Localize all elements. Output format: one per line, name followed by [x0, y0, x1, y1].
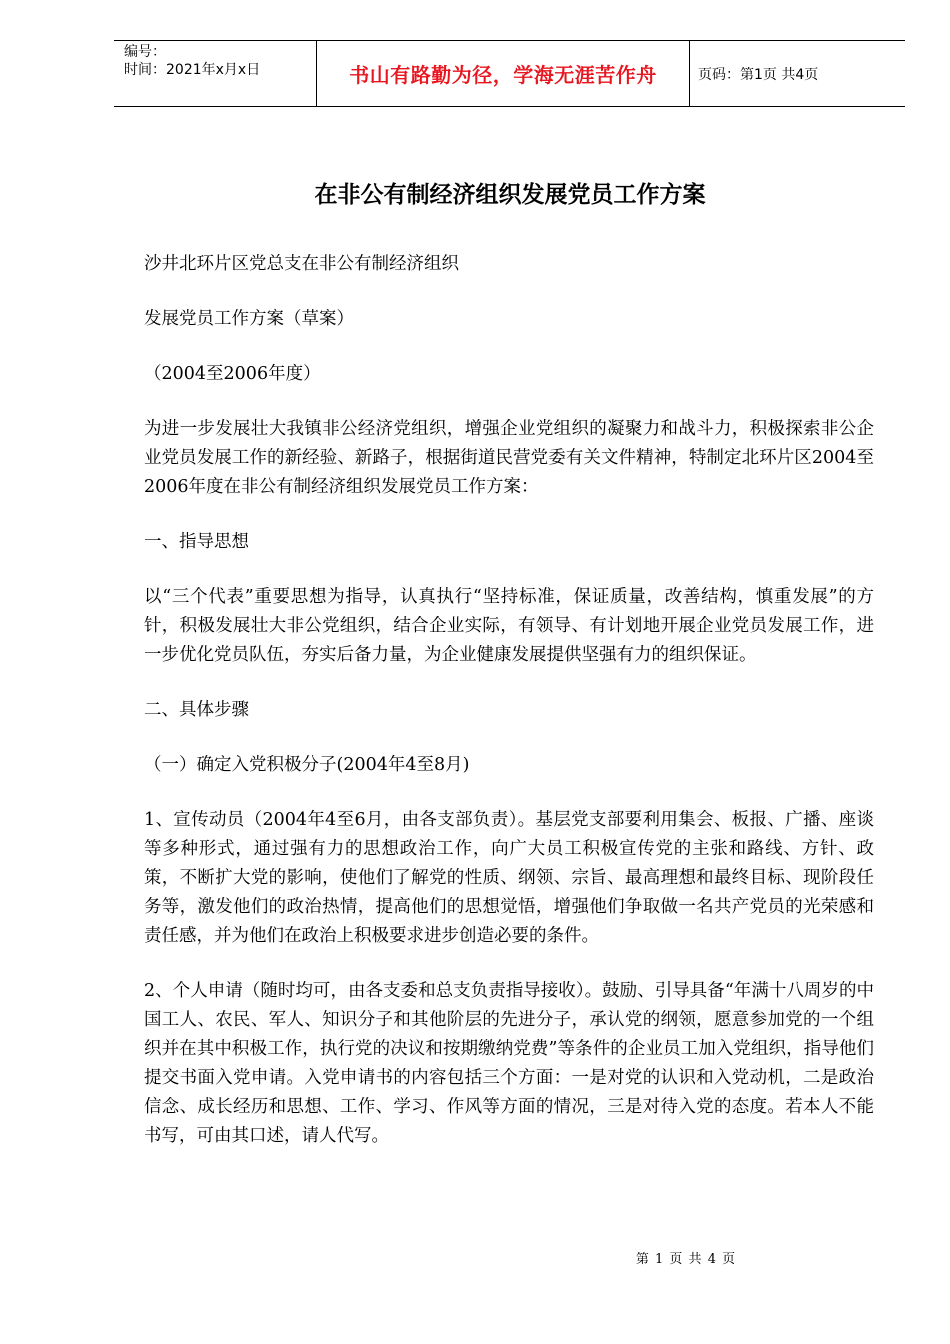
subsection-heading: （一）确定入党积极分子(2004年4至8月)	[144, 755, 470, 775]
section-heading: 一、指导思想	[144, 532, 249, 552]
number-label: 编号：	[124, 44, 166, 60]
paragraph: 以“三个代表”重要思想为指导，认真执行“坚持标准，保证质量，改善结构，慎重发展”的方针，积极发展壮大非公党组织，结合企业实际，有领导、有计划地开展企业党员发展工作，进一步优化党员队伍，夯实后备力量，为企业健康发展提供坚强有力的组织保证。	[144, 587, 874, 665]
paragraph: 为进一步发展壮大我镇非公经济党组织，增强企业党组织的凝聚力和战斗力，积极探索非公企业党员发展工作的新经验、新路子，根据街道民营党委有关文件精神，特制定北环片区2004至2006年度在非公有制经济组织发展党员工作方案：	[144, 419, 874, 497]
paragraph: （2004至2006年度）	[144, 364, 321, 384]
page-info-text: 页码：第1页 共4页	[698, 66, 819, 83]
paragraph: 1、宣传动员（2004年4至6月，由各支部负责）。基层党支部要利用集会、板报、广播、座谈等多种形式，通过强有力的思想政治工作，向广大员工积极宣传党的主张和路线、方针、政策，不断扩大党的影响，使他们了解党的性质、纲领、宗旨、最高理想和最终目标、现阶段任务等，激发他们的政治热情，提高他们的思想觉悟，增强他们争取做一名共产党员的光荣感和责任感，并为他们在政治上积极要求进步创造必要的条件。	[144, 810, 874, 946]
paragraph: 2、个人申请（随时均可，由各支委和总支负责指导接收）。鼓励、引导具备“年满十八周岁的中国工人、农民、军人、知识分子和其他阶层的先进分子，承认党的纲领，愿意参加党的一个组织并在其中积极工作，执行党的决议和按期缴纳党费”等条件的企业员工加入党组织，指导他们提交书面入党申请。入党申请书的内容包括三个方面：一是对党的认识和入党动机，二是政治信念、成长经历和思想、工作、学习、作风等方面的情况，三是对待入党的态度。若本人不能书写，可由其口述，请人代写。	[144, 981, 874, 1146]
time-label: 时间：2021年x月x日	[124, 62, 261, 78]
header-motto-cell	[316, 41, 690, 106]
page-header	[114, 40, 905, 107]
header-page-info	[690, 41, 905, 106]
document-title: 在非公有制经济组织发展党员工作方案	[314, 182, 706, 208]
document-body	[144, 250, 874, 1177]
paragraph: 沙井北环片区党总支在非公有制经济组织	[144, 254, 459, 274]
section-heading: 二、具体步骤	[144, 700, 249, 720]
page-footer: 第 1 页 共 4 页	[635, 1252, 737, 1267]
header-meta	[114, 41, 316, 106]
paragraph: 发展党员工作方案（草案）	[144, 309, 354, 329]
motto-text: 书山有路勤为径，学海无涯苦作舟	[349, 63, 657, 87]
